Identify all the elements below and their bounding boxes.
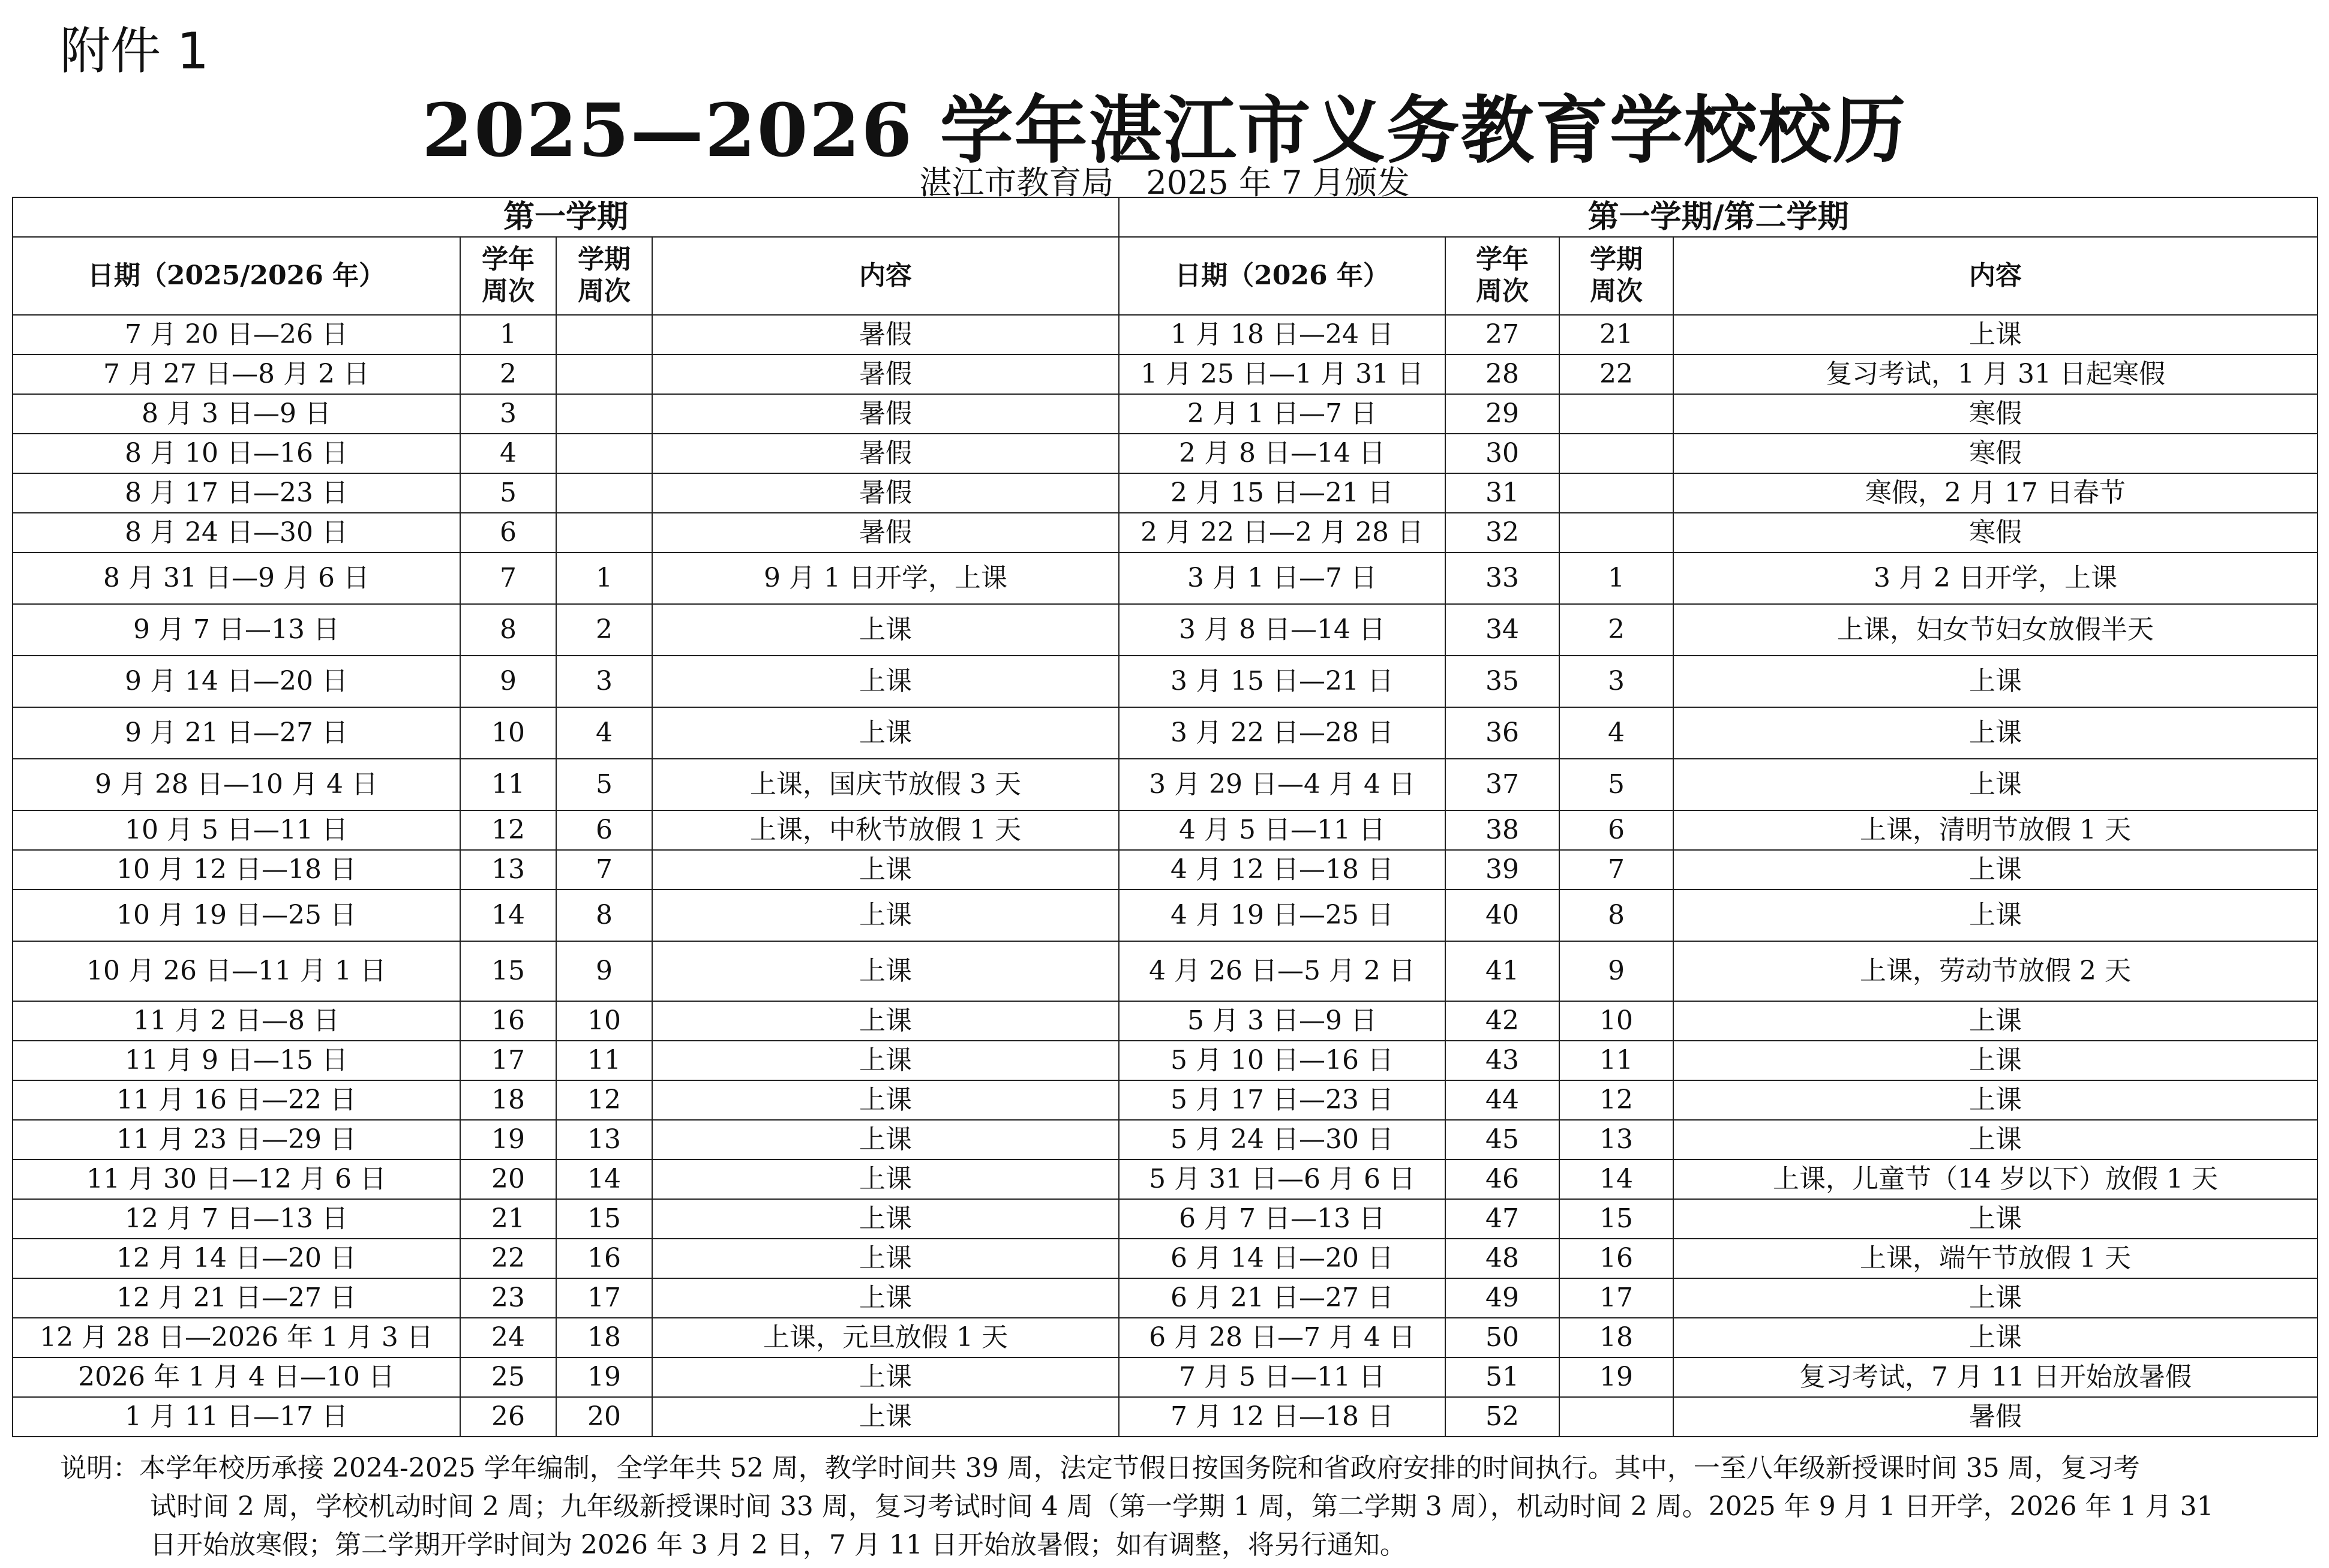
cell-year-week-right: 46 xyxy=(1445,1160,1559,1199)
cell-date-right: 6 月 14 日—20 日 xyxy=(1119,1239,1445,1278)
cell-term-week-left: 5 xyxy=(556,759,652,810)
cell-date-left: 11 月 2 日—8 日 xyxy=(13,1001,460,1041)
cell-term-week-right: 8 xyxy=(1559,890,1673,941)
cell-year-week-left: 15 xyxy=(460,941,556,1001)
table-row xyxy=(13,1160,2318,1199)
cell-year-week-left: 25 xyxy=(460,1357,556,1397)
col-header-term-week-left: 学期 周次 xyxy=(556,237,652,315)
cell-year-week-left: 26 xyxy=(460,1397,556,1437)
table-row xyxy=(13,890,2318,941)
cell-date-right: 3 月 1 日—7 日 xyxy=(1119,552,1445,604)
cell-term-week-right: 15 xyxy=(1559,1199,1673,1239)
cell-content-left: 暑假 xyxy=(652,355,1119,394)
cell-term-week-right: 7 xyxy=(1559,850,1673,890)
table-row xyxy=(13,1318,2318,1357)
cell-date-right: 3 月 29 日—4 月 4 日 xyxy=(1119,759,1445,810)
cell-content-right: 寒假，2 月 17 日春节 xyxy=(1673,473,2318,513)
cell-term-week-left: 20 xyxy=(556,1397,652,1437)
table-row xyxy=(13,513,2318,552)
cell-date-left: 12 月 7 日—13 日 xyxy=(13,1199,460,1239)
cell-content-right: 上课 xyxy=(1673,890,2318,941)
cell-date-right: 6 月 7 日—13 日 xyxy=(1119,1199,1445,1239)
cell-year-week-right: 29 xyxy=(1445,394,1559,434)
cell-year-week-left: 8 xyxy=(460,604,556,656)
table-row xyxy=(13,434,2318,473)
cell-date-left: 10 月 5 日—11 日 xyxy=(13,810,460,850)
cell-content-right: 上课 xyxy=(1673,1041,2318,1080)
cell-year-week-right: 33 xyxy=(1445,552,1559,604)
cell-date-left: 10 月 26 日—11 月 1 日 xyxy=(13,941,460,1001)
cell-year-week-right: 49 xyxy=(1445,1278,1559,1318)
col-header-content-left: 内容 xyxy=(652,237,1119,315)
cell-term-week-right: 16 xyxy=(1559,1239,1673,1278)
cell-year-week-right: 36 xyxy=(1445,707,1559,759)
cell-term-week-left xyxy=(556,394,652,434)
cell-date-left: 12 月 21 日—27 日 xyxy=(13,1278,460,1318)
cell-date-left: 9 月 28 日—10 月 4 日 xyxy=(13,759,460,810)
cell-year-week-left: 10 xyxy=(460,707,556,759)
cell-year-week-right: 35 xyxy=(1445,656,1559,707)
cell-date-left: 9 月 7 日—13 日 xyxy=(13,604,460,656)
cell-content-right: 上课 xyxy=(1673,656,2318,707)
cell-term-week-left: 8 xyxy=(556,890,652,941)
cell-date-right: 3 月 15 日—21 日 xyxy=(1119,656,1445,707)
cell-year-week-right: 41 xyxy=(1445,941,1559,1001)
cell-term-week-right: 13 xyxy=(1559,1120,1673,1160)
cell-year-week-left: 3 xyxy=(460,394,556,434)
col-header-content-right: 内容 xyxy=(1673,237,2318,315)
cell-term-week-right: 11 xyxy=(1559,1041,1673,1080)
cell-content-right: 上课 xyxy=(1673,707,2318,759)
cell-term-week-right: 1 xyxy=(1559,552,1673,604)
cell-content-right: 上课 xyxy=(1673,1199,2318,1239)
cell-year-week-right: 34 xyxy=(1445,604,1559,656)
calendar-body xyxy=(13,315,2318,1437)
cell-date-left: 8 月 3 日—9 日 xyxy=(13,394,460,434)
cell-term-week-left: 4 xyxy=(556,707,652,759)
cell-date-right: 7 月 5 日—11 日 xyxy=(1119,1357,1445,1397)
cell-term-week-right xyxy=(1559,513,1673,552)
cell-year-week-left: 24 xyxy=(460,1318,556,1357)
cell-year-week-right: 30 xyxy=(1445,434,1559,473)
cell-date-left: 8 月 31 日—9 月 6 日 xyxy=(13,552,460,604)
cell-term-week-right xyxy=(1559,394,1673,434)
cell-date-right: 4 月 19 日—25 日 xyxy=(1119,890,1445,941)
cell-year-week-right: 28 xyxy=(1445,355,1559,394)
table-row xyxy=(13,1001,2318,1041)
cell-content-left: 上课 xyxy=(652,1278,1119,1318)
cell-term-week-left xyxy=(556,513,652,552)
cell-year-week-left: 22 xyxy=(460,1239,556,1278)
cell-date-left: 11 月 30 日—12 月 6 日 xyxy=(13,1160,460,1199)
cell-year-week-right: 32 xyxy=(1445,513,1559,552)
cell-year-week-left: 13 xyxy=(460,850,556,890)
table-row xyxy=(13,850,2318,890)
cell-term-week-left: 11 xyxy=(556,1041,652,1080)
cell-year-week-right: 40 xyxy=(1445,890,1559,941)
cell-content-right: 上课，儿童节（14 岁以下）放假 1 天 xyxy=(1673,1160,2318,1199)
cell-content-left: 上课 xyxy=(652,941,1119,1001)
cell-content-left: 上课，中秋节放假 1 天 xyxy=(652,810,1119,850)
cell-term-week-right: 6 xyxy=(1559,810,1673,850)
cell-content-right: 上课 xyxy=(1673,1120,2318,1160)
cell-year-week-left: 2 xyxy=(460,355,556,394)
table-row xyxy=(13,1080,2318,1120)
cell-content-left: 9 月 1 日开学，上课 xyxy=(652,552,1119,604)
cell-date-left: 11 月 9 日—15 日 xyxy=(13,1041,460,1080)
cell-year-week-left: 12 xyxy=(460,810,556,850)
table-row xyxy=(13,941,2318,1001)
cell-year-week-left: 21 xyxy=(460,1199,556,1239)
cell-term-week-left xyxy=(556,434,652,473)
cell-content-right: 复习考试，1 月 31 日起寒假 xyxy=(1673,355,2318,394)
cell-term-week-right: 9 xyxy=(1559,941,1673,1001)
col-header-year-week-left: 学年 周次 xyxy=(460,237,556,315)
cell-content-right: 暑假 xyxy=(1673,1397,2318,1437)
cell-term-week-right: 12 xyxy=(1559,1080,1673,1120)
semester-left-header: 第一学期 xyxy=(13,197,1119,237)
cell-content-right: 上课，劳动节放假 2 天 xyxy=(1673,941,2318,1001)
cell-year-week-right: 48 xyxy=(1445,1239,1559,1278)
cell-date-left: 1 月 11 日—17 日 xyxy=(13,1397,460,1437)
table-row xyxy=(13,1041,2318,1080)
cell-term-week-right: 3 xyxy=(1559,656,1673,707)
cell-date-right: 2 月 22 日—2 月 28 日 xyxy=(1119,513,1445,552)
cell-date-left: 10 月 19 日—25 日 xyxy=(13,890,460,941)
cell-date-left: 7 月 20 日—26 日 xyxy=(13,315,460,355)
cell-term-week-right xyxy=(1559,1397,1673,1437)
cell-content-left: 上课 xyxy=(652,656,1119,707)
page-subtitle: 湛江市教育局 2025 年 7 月颁发 xyxy=(919,164,1410,202)
cell-content-right: 上课 xyxy=(1673,1080,2318,1120)
cell-content-left: 上课 xyxy=(652,604,1119,656)
cell-content-right: 寒假 xyxy=(1673,513,2318,552)
cell-term-week-left: 1 xyxy=(556,552,652,604)
cell-content-left: 上课 xyxy=(652,850,1119,890)
cell-content-left: 上课 xyxy=(652,1120,1119,1160)
cell-year-week-left: 9 xyxy=(460,656,556,707)
school-calendar-table xyxy=(12,197,2318,1437)
cell-year-week-left: 4 xyxy=(460,434,556,473)
cell-term-week-right: 5 xyxy=(1559,759,1673,810)
cell-content-right: 上课 xyxy=(1673,315,2318,355)
cell-year-week-left: 16 xyxy=(460,1001,556,1041)
cell-content-right: 上课 xyxy=(1673,850,2318,890)
cell-content-left: 上课 xyxy=(652,1239,1119,1278)
cell-year-week-right: 37 xyxy=(1445,759,1559,810)
cell-term-week-left: 19 xyxy=(556,1357,652,1397)
cell-content-left: 暑假 xyxy=(652,434,1119,473)
cell-term-week-left: 12 xyxy=(556,1080,652,1120)
col-header-date-left: 日期（2025/2026 年） xyxy=(13,237,460,315)
col-header-term-week-right: 学期 周次 xyxy=(1559,237,1673,315)
table-row xyxy=(13,1239,2318,1278)
cell-content-left: 上课 xyxy=(652,890,1119,941)
cell-term-week-right xyxy=(1559,473,1673,513)
cell-term-week-left: 18 xyxy=(556,1318,652,1357)
table-row xyxy=(13,1278,2318,1318)
cell-year-week-left: 6 xyxy=(460,513,556,552)
cell-date-left: 7 月 27 日—8 月 2 日 xyxy=(13,355,460,394)
table-row xyxy=(13,473,2318,513)
semester-right-header: 第一学期/第二学期 xyxy=(1119,197,2318,237)
cell-term-week-left: 9 xyxy=(556,941,652,1001)
cell-date-left: 12 月 28 日—2026 年 1 月 3 日 xyxy=(13,1318,460,1357)
col-header-date-right: 日期（2026 年） xyxy=(1119,237,1445,315)
cell-date-left: 11 月 23 日—29 日 xyxy=(13,1120,460,1160)
cell-term-week-left: 16 xyxy=(556,1239,652,1278)
cell-year-week-right: 31 xyxy=(1445,473,1559,513)
cell-year-week-right: 51 xyxy=(1445,1357,1559,1397)
cell-term-week-left xyxy=(556,355,652,394)
cell-date-right: 2 月 15 日—21 日 xyxy=(1119,473,1445,513)
explanation-note xyxy=(60,1449,2280,1564)
cell-term-week-right: 22 xyxy=(1559,355,1673,394)
cell-year-week-left: 11 xyxy=(460,759,556,810)
cell-year-week-right: 52 xyxy=(1445,1397,1559,1437)
cell-term-week-right: 18 xyxy=(1559,1318,1673,1357)
cell-date-right: 6 月 21 日—27 日 xyxy=(1119,1278,1445,1318)
cell-year-week-left: 19 xyxy=(460,1120,556,1160)
cell-year-week-right: 39 xyxy=(1445,850,1559,890)
cell-content-right: 寒假 xyxy=(1673,434,2318,473)
cell-date-right: 7 月 12 日—18 日 xyxy=(1119,1397,1445,1437)
cell-date-left: 9 月 14 日—20 日 xyxy=(13,656,460,707)
table-row xyxy=(13,656,2318,707)
cell-content-right: 上课 xyxy=(1673,1318,2318,1357)
table-row xyxy=(13,1199,2318,1239)
cell-year-week-right: 38 xyxy=(1445,810,1559,850)
cell-date-right: 1 月 25 日—1 月 31 日 xyxy=(1119,355,1445,394)
cell-year-week-right: 42 xyxy=(1445,1001,1559,1041)
col-header-year-week-right: 学年 周次 xyxy=(1445,237,1559,315)
cell-date-right: 5 月 10 日—16 日 xyxy=(1119,1041,1445,1080)
cell-content-left: 上课，国庆节放假 3 天 xyxy=(652,759,1119,810)
cell-year-week-right: 44 xyxy=(1445,1080,1559,1120)
table-row xyxy=(13,707,2318,759)
cell-year-week-left: 17 xyxy=(460,1041,556,1080)
table-row xyxy=(13,355,2318,394)
cell-term-week-left: 13 xyxy=(556,1120,652,1160)
cell-date-left: 8 月 17 日—23 日 xyxy=(13,473,460,513)
cell-term-week-right: 4 xyxy=(1559,707,1673,759)
cell-content-right: 寒假 xyxy=(1673,394,2318,434)
cell-date-right: 5 月 3 日—9 日 xyxy=(1119,1001,1445,1041)
cell-date-right: 5 月 17 日—23 日 xyxy=(1119,1080,1445,1120)
cell-content-left: 上课 xyxy=(652,1199,1119,1239)
table-row xyxy=(13,1357,2318,1397)
cell-term-week-right: 10 xyxy=(1559,1001,1673,1041)
cell-content-right: 上课 xyxy=(1673,759,2318,810)
cell-term-week-left xyxy=(556,473,652,513)
page-title: 2025—2026 学年湛江市义务教育学校校历 xyxy=(422,87,1907,173)
cell-date-left: 11 月 16 日—22 日 xyxy=(13,1080,460,1120)
cell-year-week-left: 18 xyxy=(460,1080,556,1120)
cell-content-right: 上课 xyxy=(1673,1278,2318,1318)
cell-content-right: 上课，端午节放假 1 天 xyxy=(1673,1239,2318,1278)
cell-term-week-right: 19 xyxy=(1559,1357,1673,1397)
cell-content-left: 上课，元旦放假 1 天 xyxy=(652,1318,1119,1357)
cell-content-right: 3 月 2 日开学，上课 xyxy=(1673,552,2318,604)
cell-content-left: 上课 xyxy=(652,1160,1119,1199)
cell-date-right: 2 月 1 日—7 日 xyxy=(1119,394,1445,434)
cell-date-right: 4 月 5 日—11 日 xyxy=(1119,810,1445,850)
cell-date-right: 5 月 24 日—30 日 xyxy=(1119,1120,1445,1160)
cell-content-left: 上课 xyxy=(652,1397,1119,1437)
cell-year-week-right: 43 xyxy=(1445,1041,1559,1080)
cell-content-right: 上课，清明节放假 1 天 xyxy=(1673,810,2318,850)
cell-term-week-left: 3 xyxy=(556,656,652,707)
cell-date-right: 4 月 12 日—18 日 xyxy=(1119,850,1445,890)
table-row xyxy=(13,1397,2318,1437)
table-row xyxy=(13,394,2318,434)
cell-content-left: 上课 xyxy=(652,707,1119,759)
cell-term-week-left: 7 xyxy=(556,850,652,890)
cell-content-right: 上课，妇女节妇女放假半天 xyxy=(1673,604,2318,656)
cell-year-week-left: 14 xyxy=(460,890,556,941)
cell-date-right: 3 月 22 日—28 日 xyxy=(1119,707,1445,759)
cell-content-left: 暑假 xyxy=(652,394,1119,434)
cell-date-left: 12 月 14 日—20 日 xyxy=(13,1239,460,1278)
cell-date-right: 3 月 8 日—14 日 xyxy=(1119,604,1445,656)
cell-term-week-left xyxy=(556,315,652,355)
cell-year-week-left: 7 xyxy=(460,552,556,604)
cell-year-week-left: 5 xyxy=(460,473,556,513)
cell-year-week-right: 45 xyxy=(1445,1120,1559,1160)
note-line-2: 试时间 2 周，学校机动时间 2 周；九年级新授课时间 33 周，复习考试时间 4 周（第一学期 1 周，第二学期 3 周），机动时间 2 周。2025 年 9 月 1 日开学，2026 年 1 月 31 xyxy=(150,1491,2214,1522)
cell-content-left: 暑假 xyxy=(652,473,1119,513)
cell-year-week-right: 27 xyxy=(1445,315,1559,355)
cell-date-left: 9 月 21 日—27 日 xyxy=(13,707,460,759)
cell-date-right: 1 月 18 日—24 日 xyxy=(1119,315,1445,355)
cell-content-left: 上课 xyxy=(652,1357,1119,1397)
cell-year-week-left: 23 xyxy=(460,1278,556,1318)
attachment-label: 附件 1 xyxy=(60,22,209,80)
cell-date-right: 5 月 31 日—6 月 6 日 xyxy=(1119,1160,1445,1199)
cell-content-right: 复习考试，7 月 11 日开始放暑假 xyxy=(1673,1357,2318,1397)
cell-term-week-left: 15 xyxy=(556,1199,652,1239)
cell-date-left: 8 月 24 日—30 日 xyxy=(13,513,460,552)
cell-content-left: 上课 xyxy=(652,1080,1119,1120)
note-line-3: 日开始放寒假；第二学期开学时间为 2026 年 3 月 2 日，7 月 11 日开始放暑假；如有调整，将另行通知。 xyxy=(150,1530,1406,1560)
cell-date-right: 6 月 28 日—7 月 4 日 xyxy=(1119,1318,1445,1357)
cell-date-left: 2026 年 1 月 4 日—10 日 xyxy=(13,1357,460,1397)
table-row xyxy=(13,810,2318,850)
cell-term-week-left: 10 xyxy=(556,1001,652,1041)
cell-content-right: 上课 xyxy=(1673,1001,2318,1041)
cell-content-left: 暑假 xyxy=(652,315,1119,355)
cell-term-week-left: 17 xyxy=(556,1278,652,1318)
cell-term-week-right: 17 xyxy=(1559,1278,1673,1318)
cell-year-week-right: 47 xyxy=(1445,1199,1559,1239)
cell-date-left: 8 月 10 日—16 日 xyxy=(13,434,460,473)
cell-content-left: 上课 xyxy=(652,1041,1119,1080)
cell-date-left: 10 月 12 日—18 日 xyxy=(13,850,460,890)
table-row xyxy=(13,1120,2318,1160)
cell-year-week-left: 1 xyxy=(460,315,556,355)
cell-date-right: 2 月 8 日—14 日 xyxy=(1119,434,1445,473)
cell-term-week-left: 2 xyxy=(556,604,652,656)
cell-content-left: 暑假 xyxy=(652,513,1119,552)
cell-term-week-left: 6 xyxy=(556,810,652,850)
note-line-1: 说明：本学年校历承接 2024-2025 学年编制，全学年共 52 周，教学时间共 39 周，法定节假日按国务院和省政府安排的时间执行。其中，一至八年级新授课时间 35 周，复习考 xyxy=(60,1453,2140,1483)
cell-content-left: 上课 xyxy=(652,1001,1119,1041)
cell-year-week-left: 20 xyxy=(460,1160,556,1199)
table-row xyxy=(13,315,2318,355)
table-row xyxy=(13,604,2318,656)
cell-date-right: 4 月 26 日—5 月 2 日 xyxy=(1119,941,1445,1001)
table-row xyxy=(13,759,2318,810)
table-row xyxy=(13,552,2318,604)
cell-term-week-right: 21 xyxy=(1559,315,1673,355)
cell-term-week-left: 14 xyxy=(556,1160,652,1199)
cell-term-week-right xyxy=(1559,434,1673,473)
cell-term-week-right: 14 xyxy=(1559,1160,1673,1199)
cell-term-week-right: 2 xyxy=(1559,604,1673,656)
cell-year-week-right: 50 xyxy=(1445,1318,1559,1357)
